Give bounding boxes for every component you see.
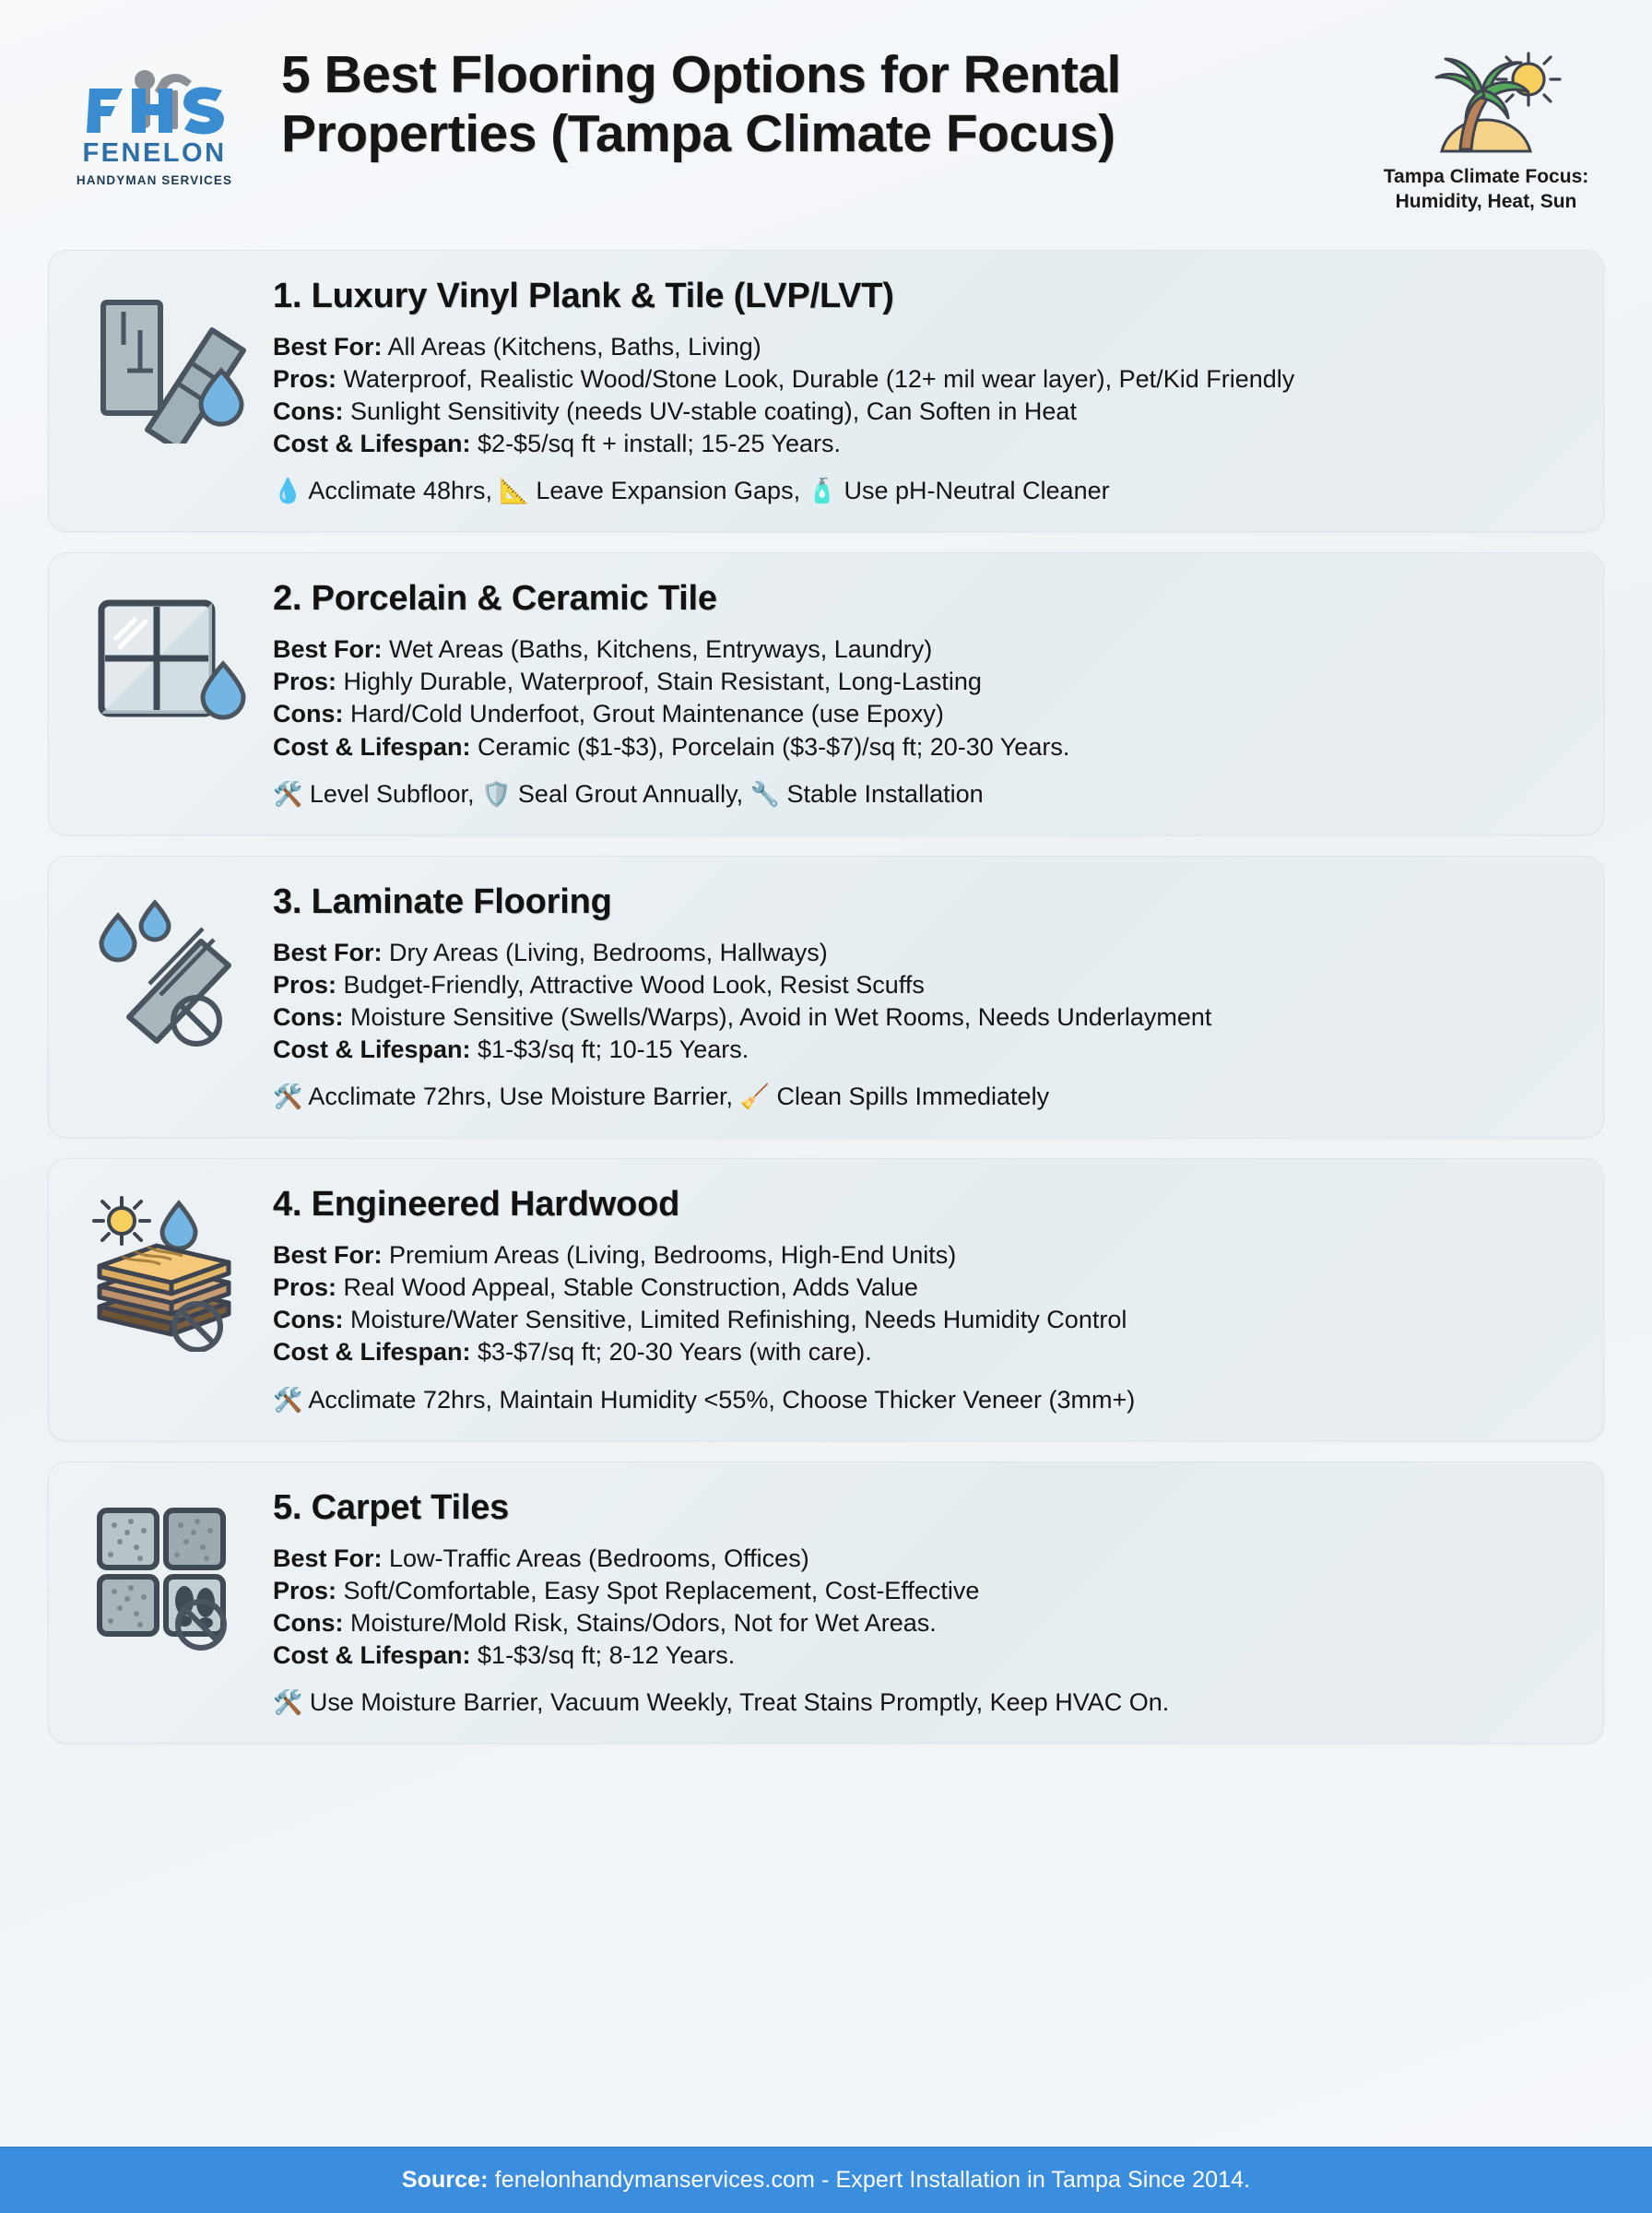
spec-best-for [273, 1543, 1575, 1575]
value-best-for: Wet Areas (Baths, Kitchens, Entryways, Laundry) [389, 635, 933, 664]
tip-text: Acclimate 48hrs, [308, 477, 492, 505]
card-body [267, 881, 1575, 1113]
palm-tree-sun-icon [1403, 44, 1569, 160]
spec-cons [273, 1001, 1575, 1034]
tools-icon: 🛠️ [273, 1083, 303, 1111]
spec-best-for [273, 937, 1575, 969]
title-block [263, 37, 1357, 164]
climate-badge [1366, 37, 1606, 215]
spec-cons [273, 396, 1575, 428]
label-pros: Pros: [273, 1273, 337, 1302]
card-tips [273, 475, 1575, 507]
spec-best-for [273, 331, 1575, 363]
value-cons: Moisture Sensitive (Swells/Warps), Avoid in Wet Rooms, Needs Underlayment [350, 1002, 1212, 1031]
cleaner-bottle-icon: 🧴 [807, 477, 837, 505]
label-best-for: Best For: [273, 332, 383, 361]
card-tips [273, 1384, 1575, 1416]
spec-cost [273, 1034, 1575, 1066]
value-pros: Waterproof, Realistic Wood/Stone Look, Durable (12+ mil wear layer), Pet/Kid Friendly [343, 364, 1295, 393]
card-tips [273, 778, 1575, 811]
label-pros: Pros: [273, 668, 337, 696]
spec-cost [273, 1336, 1575, 1368]
wrench-icon: 🔧 [749, 779, 780, 808]
carpet-tiles-icon [83, 1494, 254, 1655]
value-cons: Hard/Cold Underfoot, Grout Maintenance (use Epoxy) [350, 700, 944, 728]
value-pros: Real Wood Appeal, Stable Construction, Adds Value [343, 1273, 918, 1302]
tip-text: Level Subfloor, [309, 779, 475, 808]
value-cost: $1-$3/sq ft; 8-12 Years. [478, 1640, 736, 1669]
tip-text: Clean Spills Immediately [776, 1083, 1050, 1111]
climate-line-2: Humidity, Heat, Sun [1395, 190, 1577, 212]
page-footer [0, 2147, 1652, 2213]
value-cost: $3-$7/sq ft; 20-30 Years (with care). [478, 1338, 872, 1367]
source-value: fenelonhandymanservices.com - Expert Installation in Tampa Since 2014. [494, 2167, 1251, 2193]
tip-text: Use pH-Neutral Cleaner [844, 477, 1110, 505]
card-body [267, 1486, 1575, 1719]
card-icon-wrap [69, 1183, 267, 1352]
label-cons: Cons: [273, 396, 344, 425]
flooring-options-list [0, 233, 1652, 2126]
label-cons: Cons: [273, 1002, 344, 1031]
broom-icon: 🧹 [739, 1083, 770, 1111]
page-header [0, 0, 1652, 233]
spec-cost [273, 1639, 1575, 1672]
droplet-icon: 💧 [273, 477, 303, 505]
card-icon-wrap [69, 1486, 267, 1655]
card-tips [273, 1081, 1575, 1113]
spec-pros [273, 666, 1575, 698]
label-best-for: Best For: [273, 1241, 383, 1270]
card-tips [273, 1686, 1575, 1719]
card-body [267, 1183, 1575, 1415]
value-pros: Soft/Comfortable, Easy Spot Replacement, Cost-Effective [343, 1576, 980, 1604]
spec-pros [273, 1272, 1575, 1304]
label-cons: Cons: [273, 1306, 344, 1334]
spec-cost [273, 731, 1575, 763]
value-pros: Highly Durable, Waterproof, Stain Resistant, Long-Lasting [343, 668, 982, 696]
value-cost: Ceramic ($1-$3), Porcelain ($3-$7)/sq ft; 20-30 Years. [478, 732, 1070, 761]
flooring-card-carpet [48, 1462, 1604, 1744]
vinyl-plank-icon [83, 282, 254, 444]
tip-text: Acclimate 72hrs, Maintain Humidity <55%, Choose Thicker Veneer (3mm+) [308, 1385, 1136, 1414]
value-best-for: Low-Traffic Areas (Bedrooms, Offices) [389, 1544, 809, 1572]
flooring-card-laminate [48, 856, 1604, 1138]
shield-icon: 🛡️ [481, 779, 512, 808]
fhs-logo-icon [77, 63, 233, 136]
label-cons: Cons: [273, 1608, 344, 1637]
label-cost: Cost & Lifespan: [273, 430, 471, 458]
tip-text: Use Moisture Barrier, Vacuum Weekly, Treat Stains Promptly, Keep HVAC On. [309, 1688, 1170, 1716]
value-best-for: Premium Areas (Living, Bedrooms, High-End Units) [389, 1241, 957, 1270]
card-title: 5. Carpet Tiles [273, 1487, 510, 1527]
value-best-for: Dry Areas (Living, Bedrooms, Hallways) [389, 938, 828, 966]
spec-best-for [273, 1239, 1575, 1272]
label-best-for: Best For: [273, 635, 383, 664]
label-pros: Pros: [273, 970, 337, 999]
card-icon-wrap [69, 881, 267, 1049]
label-cons: Cons: [273, 700, 344, 728]
card-title: 4. Engineered Hardwood [273, 1185, 680, 1225]
spec-pros [273, 363, 1575, 396]
tip-text: Acclimate 72hrs, Use Moisture Barrier, [308, 1083, 734, 1111]
value-pros: Budget-Friendly, Attractive Wood Look, Resist Scuffs [343, 970, 925, 999]
label-cost: Cost & Lifespan: [273, 1640, 471, 1669]
label-cost: Cost & Lifespan: [273, 1035, 471, 1063]
value-cost: $2-$5/sq ft + install; 15-25 Years. [478, 430, 842, 458]
card-icon-wrap [69, 275, 267, 444]
ceramic-tile-icon [83, 585, 254, 746]
card-title: 1. Luxury Vinyl Plank & Tile (LVP/LVT) [273, 276, 894, 315]
label-best-for: Best For: [273, 1544, 383, 1572]
spec-cons [273, 1607, 1575, 1639]
laminate-plank-icon [83, 888, 254, 1049]
flooring-card-tile [48, 552, 1604, 834]
card-title: 2. Porcelain & Ceramic Tile [273, 579, 717, 619]
card-body [267, 275, 1575, 507]
spec-cons [273, 1304, 1575, 1336]
climate-line-1: Tampa Climate Focus: [1383, 166, 1589, 187]
tools-icon: 🛠️ [273, 1688, 303, 1716]
label-cost: Cost & Lifespan: [273, 732, 471, 761]
spec-cons [273, 698, 1575, 730]
source-label: Source: [401, 2167, 489, 2193]
label-pros: Pros: [273, 364, 337, 393]
value-cost: $1-$3/sq ft; 10-15 Years. [478, 1035, 749, 1063]
value-best-for: All Areas (Kitchens, Baths, Living) [387, 332, 761, 361]
spec-best-for [273, 633, 1575, 666]
engineered-hardwood-icon [83, 1190, 254, 1352]
tools-icon: 🛠️ [273, 779, 303, 808]
ruler-icon: 📐 [499, 477, 529, 505]
label-pros: Pros: [273, 1576, 337, 1604]
tools-icon: 🛠️ [273, 1385, 303, 1414]
climate-caption [1384, 165, 1589, 215]
value-cons: Moisture/Mold Risk, Stains/Odors, Not for Wet Areas. [350, 1608, 937, 1637]
company-logo [55, 37, 254, 187]
spec-pros [273, 969, 1575, 1001]
card-body [267, 577, 1575, 810]
source-line [402, 2167, 1250, 2194]
logo-tagline: HANDYMAN SERVICES [76, 173, 233, 187]
page-title: 5 Best Flooring Options for Rental Properties (Tampa Climate Focus) [281, 45, 1121, 163]
spec-pros [273, 1575, 1575, 1607]
card-icon-wrap [69, 577, 267, 746]
flooring-card-hardwood [48, 1158, 1604, 1440]
label-cost: Cost & Lifespan: [273, 1338, 471, 1367]
tip-text: Seal Grout Annually, [517, 779, 744, 808]
tip-text: Stable Installation [786, 779, 984, 808]
card-title: 3. Laminate Flooring [273, 882, 612, 921]
flooring-card-lvp [48, 250, 1604, 532]
label-best-for: Best For: [273, 938, 383, 966]
logo-company-name: FENELON [82, 138, 227, 168]
tip-text: Leave Expansion Gaps, [536, 477, 801, 505]
value-cons: Sunlight Sensitivity (needs UV-stable coating), Can Soften in Heat [350, 396, 1077, 425]
value-cons: Moisture/Water Sensitive, Limited Refinishing, Needs Humidity Control [350, 1306, 1127, 1334]
spec-cost [273, 428, 1575, 460]
